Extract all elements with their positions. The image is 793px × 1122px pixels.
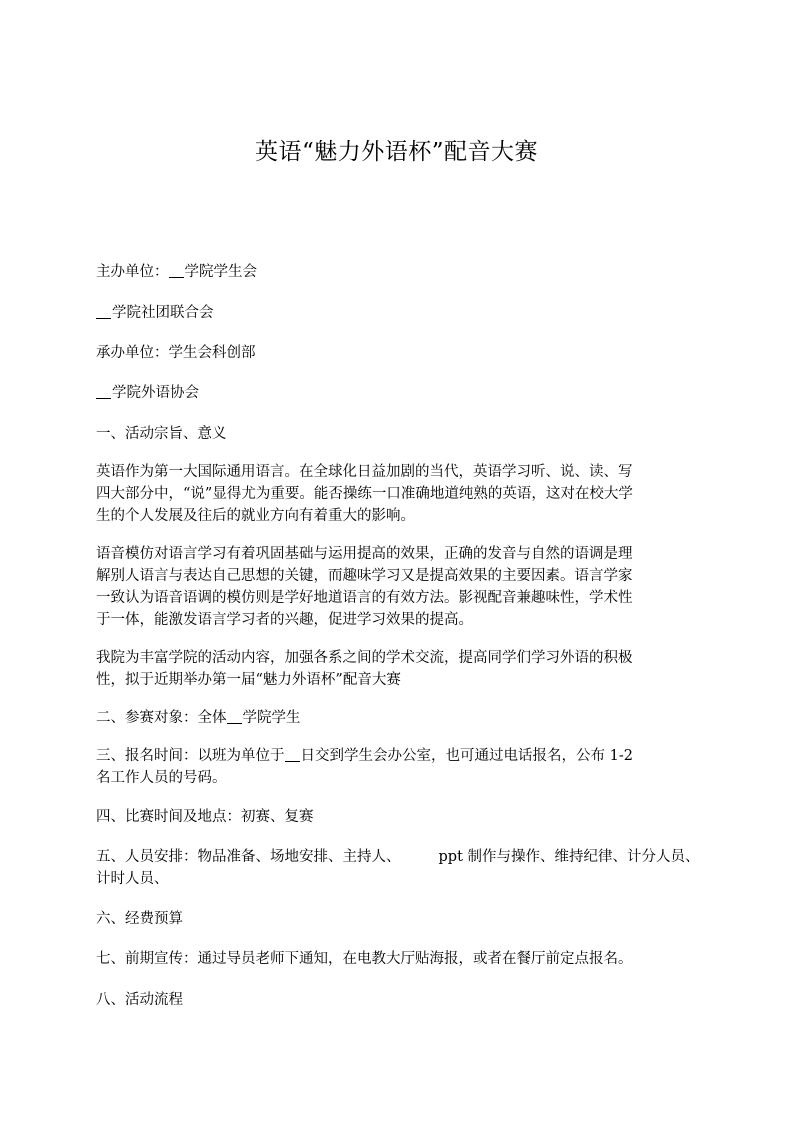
s2-text-b: 学院学生 — [242, 710, 301, 726]
host-2: 学院社团联合会 — [112, 305, 214, 321]
s5-text-b: ppt 制作与操作、维持纪律、计分人员、 — [438, 849, 700, 865]
s1-p2-line-4: 于一体，能激发语言学习者的兴趣，促进学习效果的提高。 — [96, 612, 473, 628]
section-3-line-2: 名工作人员的号码。 — [96, 770, 227, 786]
blank-underline — [285, 747, 300, 762]
host-organizer-line-2 — [96, 302, 214, 324]
section-8: 八、活动流程 — [96, 992, 183, 1008]
s1-p1-line-2: 四大部分中，“说”显得尤为重要。能否操练一口准确地道纯熟的英语，这对在校大学 — [96, 486, 633, 502]
s1-p2-line-2: 解别人语言与表达自己思想的关键，而趣味学习又是提高效果的主要因素。语言学家 — [96, 568, 633, 584]
section-5-line-1 — [96, 846, 700, 868]
s1-p2-line-3: 一致认为语音语调的模仿则是学好地道语言的有效方法。影视配音兼趣味性，学术性 — [96, 590, 633, 606]
section-7: 七、前期宣传：通过导员老师下通知，在电教大厅贴海报，或者在餐厅前定点报名。 — [96, 951, 633, 967]
s1-p3-line-2: 性，拟于近期举办第一届“魅力外语杯”配音大赛 — [96, 672, 401, 688]
co-2: 学院外语协会 — [112, 385, 199, 401]
host-organizer-line — [96, 261, 257, 283]
s1-p1-line-1: 英语作为第一大国际通用语言。在全球化日益加剧的当代，英语学习听、说、读、写 — [96, 464, 633, 480]
section-4: 四、比赛时间及地点：初赛、复赛 — [96, 809, 314, 825]
section-5-line-2: 计时人员、 — [96, 871, 169, 887]
host-1: 学院学生会 — [184, 264, 257, 280]
co-organizer-line-2 — [96, 382, 199, 404]
co-organizer-line: 承办单位：学生会科创部 — [96, 345, 256, 361]
blank-underline — [96, 304, 111, 319]
s2-text-a: 二、参赛对象：全体 — [96, 710, 227, 726]
section-2 — [96, 707, 301, 729]
s5-text-a: 五、人员安排：物品准备、场地安排、主持人、 — [96, 849, 401, 865]
blank-underline — [169, 263, 184, 278]
s3-text-b: 日交到学生会办公室，也可通过电话报名，公布 1-2 — [300, 748, 633, 764]
s1-p2-line-1: 语音模仿对语言学习有着巩固基础与运用提高的效果，正确的发音与自然的语调是理 — [96, 546, 633, 562]
document-title: 英语“魅力外语杯”配音大赛 — [254, 139, 539, 165]
section-3-line-1 — [96, 745, 633, 767]
blank-underline — [96, 384, 111, 399]
section-6: 六、经费预算 — [96, 911, 183, 927]
s3-text-a: 三、报名时间：以班为单位于 — [96, 748, 285, 764]
host-label: 主办单位： — [96, 264, 169, 280]
blank-underline — [227, 709, 242, 724]
s1-p1-line-3: 生的个人发展及往后的就业方向有着重大的影响。 — [96, 508, 415, 524]
s1-p3-line-1: 我院为丰富学院的活动内容，加强各系之间的学术交流，提高同学们学习外语的积极 — [96, 650, 633, 666]
section-1-heading: 一、活动宗旨、意义 — [96, 426, 227, 442]
